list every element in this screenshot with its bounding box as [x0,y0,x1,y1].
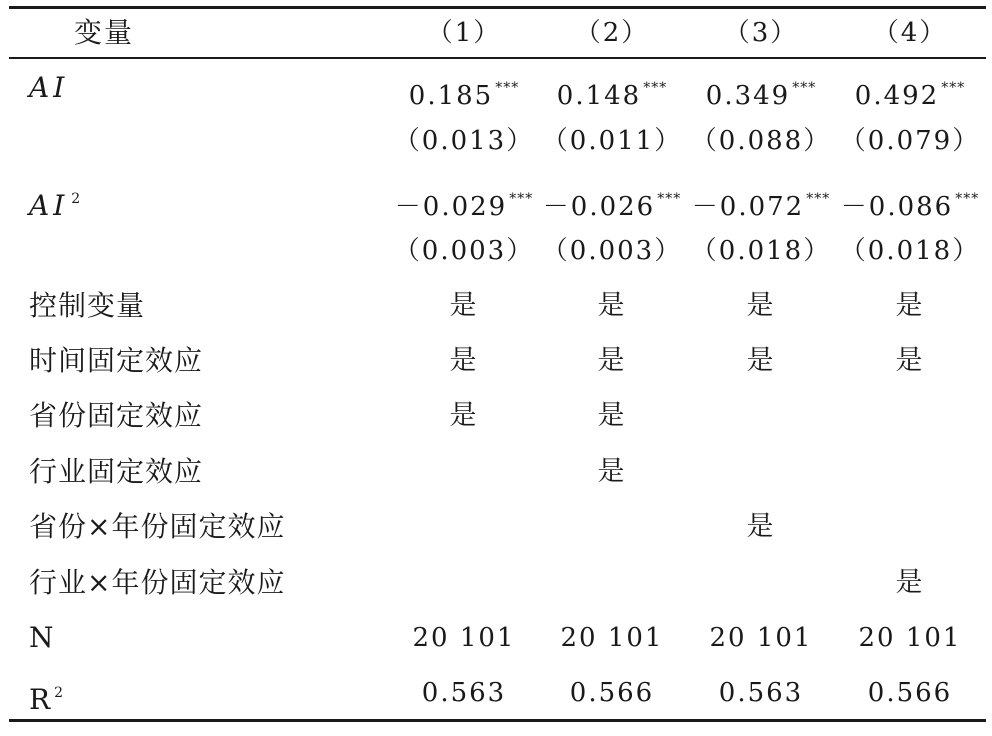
n-cell: 20 101 [709,623,813,653]
table-row-industry-year-fe [0,563,992,603]
yes-mark [389,507,539,547]
row-label: 控制变量 [29,289,146,322]
table-row-ai-coef [0,68,992,111]
yes-mark: 是 [895,567,925,598]
header-col-1: （1） [426,18,502,48]
yes-mark: 是 [597,456,627,487]
table-row-province-year-fe [0,507,992,547]
se-cell: （0.018） [690,236,832,266]
r2-cell: 0.566 [867,678,953,708]
n-cell: 20 101 [858,623,962,653]
table-row-ai2-coef [0,179,992,222]
header-variable: 变量 [74,16,135,49]
row-label: 行业×年份固定效应 [29,566,286,599]
yes-mark [537,563,687,603]
table-row-industry-fe [0,452,992,492]
row-label: 省份固定效应 [29,399,204,432]
se-cell: （0.018） [839,236,981,266]
table-top-rule [9,6,986,9]
coef-cell: 0.492 *** [854,80,966,111]
se-cell: （0.011） [541,126,683,156]
yes-mark: 是 [449,400,479,431]
n-cell: 20 101 [560,623,664,653]
r2-cell: 0.563 [421,678,507,708]
n-cell: 20 101 [412,623,516,653]
table-row-r2 [0,673,992,716]
coef-cell: 0.349 *** [705,80,817,111]
row-label-ai: AI [29,71,69,104]
table-row-ai2-se [0,231,992,271]
row-label: 省份×年份固定效应 [29,510,286,543]
yes-mark [686,452,836,492]
se-cell: （0.003） [541,236,683,266]
coef-cell: 0.148 *** [556,80,668,111]
row-label: 行业固定效应 [29,455,204,488]
yes-mark: 是 [746,290,776,321]
yes-mark: 是 [597,400,627,431]
yes-mark [686,396,836,436]
row-label-r-squared: R $^2$ [29,683,65,716]
coef-cell: －0.029 *** [394,191,534,222]
yes-mark: 是 [449,290,479,321]
row-label: 时间固定效应 [29,344,204,377]
yes-mark: 是 [597,290,627,321]
table-header-row [0,13,992,53]
coef-cell: 0.185 *** [408,80,520,111]
yes-mark [389,452,539,492]
se-cell: （0.003） [393,236,535,266]
table-row-n [0,618,992,658]
coef-cell: －0.072 *** [691,191,831,222]
yes-mark: 是 [597,345,627,376]
yes-mark [537,507,687,547]
yes-mark: 是 [895,290,925,321]
header-col-4: （4） [872,18,948,48]
se-cell: （0.013） [393,126,535,156]
table-row-province-fe [0,396,992,436]
yes-mark [389,563,539,603]
table-row-ai-se [0,121,992,161]
table-row-controls [0,286,992,326]
yes-mark: 是 [746,511,776,542]
yes-mark: 是 [746,345,776,376]
header-col-3: （3） [723,18,799,48]
yes-mark: 是 [449,345,479,376]
yes-mark [686,563,836,603]
row-label-n: N [29,621,55,654]
table-header-rule [9,57,986,59]
se-cell: （0.079） [839,126,981,156]
table-row-time-fe [0,341,992,381]
row-label-ai-squared: AI $^2$ [29,189,82,222]
table-bottom-rule [9,719,986,722]
yes-mark [835,507,985,547]
r2-cell: 0.563 [718,678,804,708]
yes-mark: 是 [895,345,925,376]
se-cell: （0.088） [690,126,832,156]
header-col-2: （2） [574,18,650,48]
r2-cell: 0.566 [569,678,655,708]
coef-cell: －0.026 *** [542,191,682,222]
yes-mark [835,452,985,492]
coef-cell: －0.086 *** [840,191,980,222]
yes-mark [835,396,985,436]
